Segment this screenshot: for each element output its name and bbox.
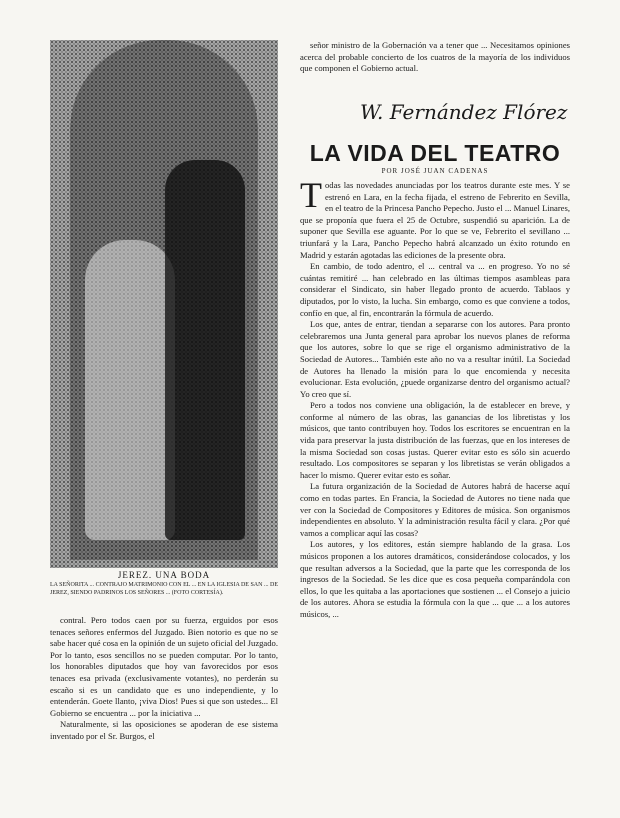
article-paragraph: La futura organización de la Sociedad de Autores habrá de hacerse aquí como en todas partes. En Francia, la Sociedad de Autores no tiene nada que ver con la Sociedad de Compositores y Editores de música. Son organismos independientes en absoluto. Y la administración resulta fácil y clara. ¿Por qué vamos a complicar aquí las cosas?: [300, 481, 570, 538]
article-paragraph: Pero a todos nos conviene una obligación, la de establecer en breve, y conforme al número de las obras, las ganancias de los libretistas y los músicos, que tanto contribuyen hoy. Todos los escritores se encuentran en la vida para preservar la justa distribución de las fuerzas, que en los intereses de la misma Sociedad son cosas justas. Querer evitar esto es sólo sin acuerdo resultado. Los compositores se separan y los libretistas se verán obligados a hacer lo mismo. Querer evitar esto es soñar.: [300, 400, 570, 480]
article-paragraph: Los que, antes de entrar, tiendan a separarse con los autores. Para pronto celebraremos una Junta general para aprobar los nuevos planes de reforma que los autores, sobre lo que se rige el organismo administrativo de la Sociedad de Autores... También este año no va a resultar inútil. La Sociedad de Autores ha llenado la misión para lo que encomienda y necesita evolucionar. Esta evolución, ¿puede organizarse dentro del organismo actual? Yo creo que sí.: [300, 319, 570, 399]
article-paragraph: [300, 180, 570, 261]
left-paragraph: Naturalmente, si las oposiciones se apoderan de ese sistema inventado por el Sr. Burgos, el: [50, 719, 278, 741]
photo-caption: LA SEÑORITA ... CONTRAJO MATRIMONIO CON EL ... EN LA IGLESIA DE SAN ... DE JEREZ, SIENDO PADRINOS LOS SEÑORES ... (FOTO CORTESÍA).: [50, 582, 278, 596]
article-paragraph-text: odas las novedades anunciadas por los teatros durante este mes. Y se estrenó en Lara, en la fecha fijada, el estreno de Febrerito en Sevilla, en el teatro de la Princesa Pancho Pepecho. Justo el ... Manuel Linares, que se proponía que fuera el 25 de Octubre, suspendió su aparición. La de suponer que Sevilla ese aguante. Por lo que se ve, Febrerito el sevillano ... triunfará y la Lara, Pancho Pepecho habrá alcanzado un éxito rotundo en Madrid y estarán agotadas las ediciones de la presente obra.: [300, 180, 570, 260]
photo-caption-title: JEREZ. UNA BODA: [117, 570, 211, 580]
article-paragraph: Los autores, y los editores, están siempre hablando de la grasa. Los músicos proponen a los autores dramáticos, considerándose colocados, y los que resultan adversos a la Sociedad, que la parte que les corresponda de los ingresos de la Sociedad. Se les dice que es cosa pequeña comparándola con ellos, lo que les quitaba a las aportaciones que sostienen ... el Consejo a juicio de los autores. Ahora se estudia la fórmula con la que ... que ... a los autores músicos, ...: [300, 539, 570, 619]
left-paragraph: contral. Pero todos caen por su fuerza, erguidos por esos tenaces señores enfermos del Juzgado. Bien notorio es que no se sabe hacer qué cosa en la opinión de un sujeto oficial del Juzgado. Por lo tanto, esos sencillos no se pueden computar. Por lo tanto, los honorables diputados que hoy van favorecidos por esos tenaces esa privada (exclusivamente votantes), no perderán su escaño si es un candidato que es uno independiente, y lo entenderán. Goete llanto, ¡viva Dios! Pues si que son ustedes... El Gobierno se encuentra ... por la iniciativa ...: [50, 615, 278, 718]
left-column-text: [50, 615, 278, 805]
wedding-photo: [50, 40, 278, 568]
previous-article-text: señor ministro de la Gobernación va a tener que ... Necesitamos opiniones acerca del probable concierto de los cuatros de la mayoría de los individuos que componen el Gobierno actual.: [300, 40, 570, 74]
drop-cap: T: [300, 180, 322, 215]
article-body: [300, 180, 570, 810]
article-headline: LA VIDA DEL TEATRO: [309, 140, 561, 166]
article-paragraph: En cambio, de todo adentro, el ... central va ... en progreso. Yo no sé cuántas remitiré ... han celebrado en las últimas tiempos asambleas para considerar el Sindicato, sin haber llegado pronto de acuerdo. Tablaos y diputados, por lo visto, la lucha. Sin embargo, como es que conviene a todos, confío en que, al fin, encontrarán la fórmula de acuerdo.: [300, 261, 570, 318]
article-byline: POR JOSÉ JUAN CADENAS: [381, 167, 489, 175]
photo-bride-figure: [85, 240, 175, 540]
photo-groom-figure: [165, 160, 245, 540]
author-signature: W. Fernández Flórez: [360, 100, 568, 124]
